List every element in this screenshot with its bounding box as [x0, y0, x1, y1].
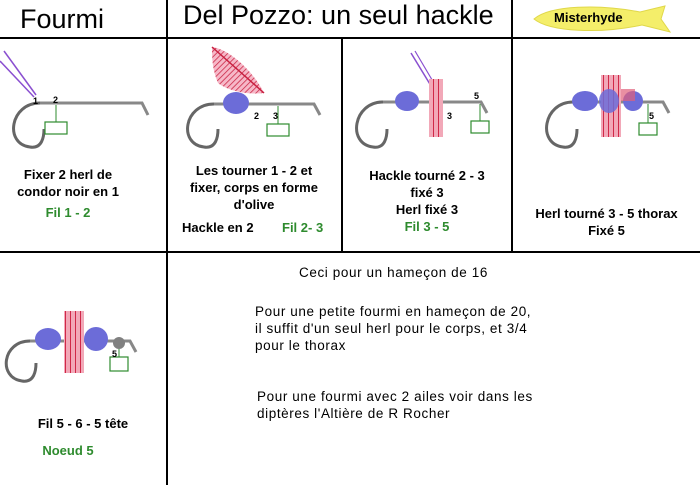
step-text-line: Fil 5 - 6 - 5 tête [37, 416, 129, 431]
position-label: 5 [474, 91, 480, 101]
step-text-line: d'olive [233, 197, 275, 212]
step-text-line: Fixer 2 herl de [23, 167, 113, 182]
note-small-ant [255, 303, 531, 354]
position-label: 1 [33, 96, 39, 106]
step-text-line: Fixé 5 [588, 223, 625, 238]
position-label: 5 [649, 111, 655, 121]
hook-diagram-4 [513, 39, 700, 164]
hook-diagram-2 [168, 39, 341, 164]
step-1-panel [0, 39, 166, 251]
step-text-line: fixé 3 [410, 185, 444, 200]
step-4-panel [513, 39, 700, 251]
page-title-center: Del Pozzo: un seul hackle [183, 0, 494, 30]
step-text-line: Les tourner 1 - 2 et [195, 163, 313, 178]
note-line: pour le thorax [255, 338, 346, 353]
step-thread-label: Fil 2- 3 [282, 220, 324, 235]
step-5-panel [0, 253, 166, 485]
step-text-line: fixer, corps en forme [190, 180, 318, 195]
position-label: 3 [447, 111, 453, 121]
step-4-text [513, 205, 700, 239]
step-thread-label: Fil 3 - 5 [404, 219, 450, 234]
step-1-text [0, 166, 136, 221]
step-text-line: Herl tourné 3 - 5 thorax [535, 206, 678, 221]
step-3-text [343, 167, 511, 235]
step-5-text [0, 415, 166, 459]
note-winged-ant [257, 388, 533, 422]
step-text-line: condor noir en 1 [17, 184, 119, 199]
hook-diagram-5 [0, 253, 166, 383]
note-line: il suffit d'un seul herl pour le corps, et 3/4 [255, 321, 528, 336]
note-hook-size: Ceci pour un hameçon de 16 [299, 265, 488, 280]
note-line: Pour une fourmi avec 2 ailes voir dans les [257, 389, 533, 404]
step-2-text [174, 162, 334, 213]
note-line: Pour une petite fourmi en hameçon de 20, [255, 304, 532, 319]
step-2-panel [168, 39, 341, 251]
position-label: 5 [112, 349, 118, 359]
position-label: 3 [273, 111, 279, 121]
page-title-left: Fourmi [20, 4, 105, 34]
misterhyde-logo [520, 2, 695, 36]
step-text-line: Hackle tourné 2 - 3 [369, 168, 485, 183]
step-text-line: Herl fixé 3 [395, 202, 459, 217]
position-label: 2 [254, 111, 260, 121]
position-label: 2 [53, 95, 59, 105]
step-thread-label: Noeud 5 [42, 443, 94, 458]
hook-diagram-3 [343, 39, 511, 164]
step-3-panel [343, 39, 511, 251]
step-thread-label: Fil 1 - 2 [45, 205, 91, 220]
step-2-hackle: Hackle en 2 [182, 220, 254, 235]
logo-text: Misterhyde [554, 10, 623, 25]
note-line: diptères l'Altière de R Rocher [257, 406, 451, 421]
hook-diagram-1 [0, 39, 166, 169]
